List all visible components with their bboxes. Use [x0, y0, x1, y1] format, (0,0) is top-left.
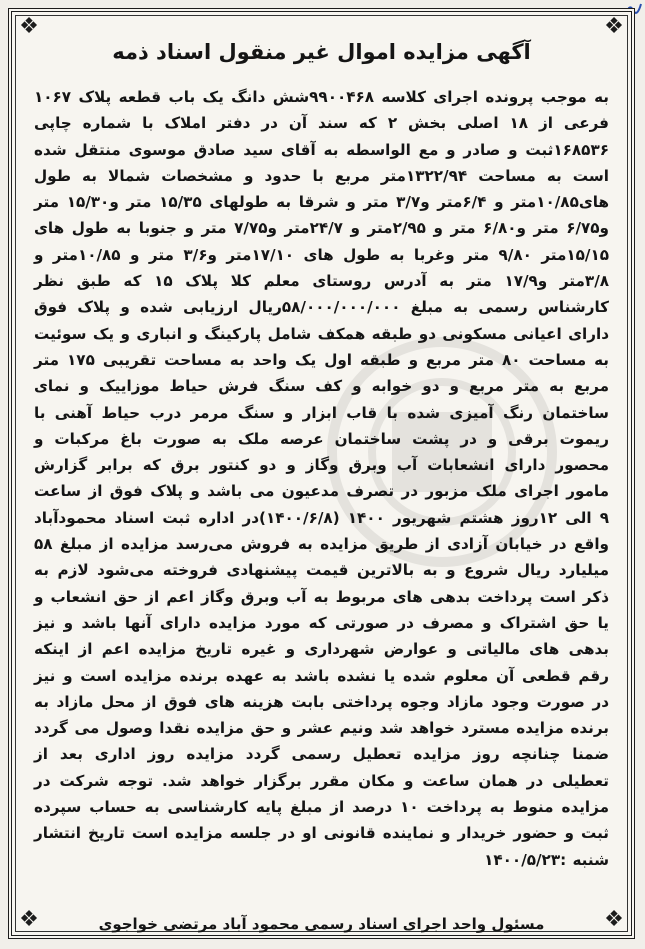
- ornamental-corner-icon: ❖: [19, 907, 39, 932]
- notice-signature: مسئول واحد اجرای اسناد رسمی محمود آباد مرتضی خواجوی: [98, 915, 545, 933]
- notice-body-text: به موجب پرونده اجرای کلاسه ۹۹۰۰۴۶۸شش دانگ یک باب قطعه پلاک ۱۰۶۷ فرعی از ۱۸ اصلی بخش ۲ که سند آن در دفتر املاک با شماره چاپی ۱۶۸۵۳۶ثبت و صادر و مع الواسطه به آقای سید صادق موسوی منتقل شده است به مساحت ۱۳۲۲/۹۴متر مربع با حدود و مشخصات شمالا به طول های۱۰/۸۵متر و ۶/۴متر و۳/۷ متر و شرقا به طولهای ۱۵/۳۵ متر و۱۵/۳۰ متر و۶/۷۵ متر و۶/۸۰ متر و ۲/۹۵متر و ۲۴/۷متر و۷/۷۵ متر و جنوبا به طول های ۱۵/۱۵متر ۹/۸۰ متر وغربا به طول های ۱۷/۱۰متر و۳/۶ متر و ۱۰/۸۵متر و ۳/۸متر و۱۷/۹ متر به آدرس روستای معلم کلا پلاک ۱۵ که طبق نظر کارشناس رسمی به مبلغ ۵۸/۰۰۰/۰۰۰/۰۰۰ریال ارزیابی شده و پلاک فوق دارای اعیانی مسکونی دو طبقه همکف شامل پارکینگ و انباری و یک سوئیت به مساحت ۸۰ متر مربع و طبقه اول یک واحد به مساحت تقریبی ۱۷۵ متر مربع به متر مربع و دو خوابه و کف سنگ فرش حیاط موزاییک و نمای ساختمان رنگ آمیزی شده با قاب ابزار و سنگ مرمر درب حیاط آهنی با ریموت برقی و در پشت ساختمان عرصه ملک به صورت باغ مرکبات و محصور دارای انشعابات آب وبرق وگاز و دو کنتور برق که برابر گزارش مامور اجرای ملک مزبور در تصرف مدعیون می باشد و پلاک فوق از ساعت ۹ الی ۱۲روز هشتم شهریور ۱۴۰۰ (۱۴۰۰/۶/۸)در اداره ثبت اسناد محمودآباد واقع در خیابان آزادی از طریق مزایده به فروش می‌رسد مزایده از مبلغ ۵۸ میلیارد ریال شروع و به بالاترین قیمت پیشنهادی فروخته می‌شود لازم به ذکر است پرداخت بدهی های مربوط به آب وبرق وگاز اعم از حق انشعاب و یا حق اشتراک و مصرف در صورتی که مورد مزایده دارای آنها باشد و نیز بدهی های مالیاتی و عوارض شهرداری و غیره تاریخ مزایده اعم از اینکه رقم قطعی آن معلوم شده یا نشده باشد به عهده برنده مزایده است و نیز در صورت وجود مازاد وجوه پرداختی بابت هزینه های فوق از محل مازاد به برنده مزایده مسترد خواهد شد ونیم عشر و حق مزایده نقدا وصول می گردد ضمنا چنانچه روز مزایده تعطیل رسمی گردد مزایده روز اداری بعد از تعطیلی در همان ساعت و مکان مقرر برگزار خواهد شد. توجه شرکت در مزایده منوط به پرداخت ۱۰ درصد از مبلغ پایه کارشناسی به حساب سپرده ثبت و حضور خریدار و نماینده قانونی او در جلسه مزایده است تاریخ انتشار شنبه :۱۴۰۰/۵/۲۳: [34, 88, 610, 869]
- ornamental-corner-icon: ❖: [604, 907, 624, 932]
- ornamental-corner-icon: ❖: [604, 14, 624, 39]
- notice-frame: [8, 8, 635, 939]
- ornamental-corner-icon: ❖: [19, 14, 39, 39]
- notice-title: آگهی مزایده اموال غیر منقول اسناد ذمه: [112, 40, 531, 64]
